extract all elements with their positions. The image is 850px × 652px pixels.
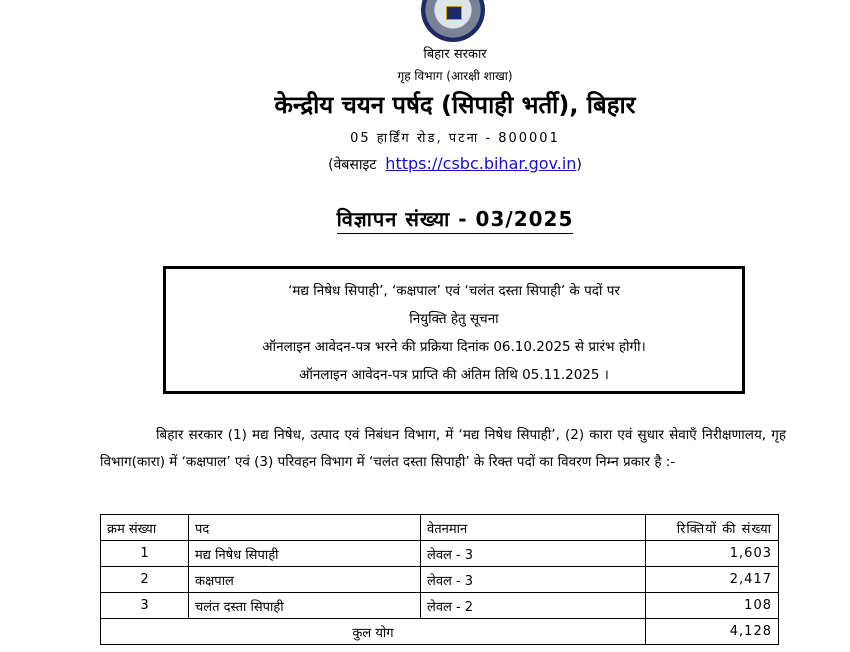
header-cell: पद (189, 515, 421, 541)
department-name: गृह विभाग (आरक्षी शाखा) (397, 69, 513, 83)
website-prefix: (वेबसाइट (328, 157, 377, 173)
vacancy-cell: 1,603 (646, 541, 779, 567)
vacancy-table (100, 514, 779, 645)
website-line (0, 154, 850, 174)
pay-level-cell: लेवल - 2 (421, 593, 646, 619)
table-row (101, 541, 779, 567)
serial-cell: 2 (101, 567, 189, 593)
table-row (101, 567, 779, 593)
emblem-shield-icon (446, 6, 462, 20)
notice-line: ऑनलाइन आवेदन-पत्र भरने की प्रक्रिया दिनांक 06.10.2025 से प्रारंभ होगी। (262, 339, 646, 355)
website-link[interactable]: https://csbc.bihar.gov.in (385, 154, 577, 173)
total-value: 4,128 (646, 619, 779, 645)
serial-cell: 1 (101, 541, 189, 567)
govt-name: बिहार सरकार (423, 47, 487, 62)
vacancy-cell: 2,417 (646, 567, 779, 593)
notice-line: ऑनलाइन आवेदन-पत्र प्राप्ति की अंतिम तिथि 05.11.2025 । (299, 367, 609, 383)
header-cell: वेतनमान (421, 515, 646, 541)
address: 05 हार्डिंग रोड, पटना - 800001 (350, 131, 560, 146)
table-header-row (101, 515, 779, 541)
post-cell: चलंत दस्ता सिपाही (189, 593, 421, 619)
pay-level-cell: लेवल - 3 (421, 567, 646, 593)
post-cell: मद्य निषेध सिपाही (189, 541, 421, 567)
header-cell: रिक्तियों की संख्या (646, 515, 779, 541)
pay-level-cell: लेवल - 3 (421, 541, 646, 567)
advert-number (0, 205, 850, 232)
serial-cell: 3 (101, 593, 189, 619)
advert-number-text: विज्ञापन संख्या - 03/2025 (337, 207, 574, 234)
notice-line: नियुक्ति हेतु सूचना (409, 311, 499, 327)
table-row (101, 593, 779, 619)
intro-paragraph: बिहार सरकार (1) मद्य निषेध, उत्पाद एवं निबंधन विभाग, में ‘मद्य निषेध सिपाही’, (2) कारा एवं सुधार सेवाएँ निरीक्षणालय, गृह विभाग(कारा) में ‘कक्षपाल’ एवं (3) परिवहन विभाग में ‘चलंत दस्ता सिपाही’ के रिक्त पदों का विवरण निम्न प्रकार है :- (100, 427, 786, 470)
website-suffix: ) (576, 157, 582, 173)
vacancy-cell: 108 (646, 593, 779, 619)
header-cell: क्रम संख्या (101, 515, 189, 541)
organization-title: केन्द्रीय चयन पर्षद (सिपाही भर्ती), बिहार (274, 91, 636, 119)
post-cell: कक्षपाल (189, 567, 421, 593)
notice-line: ‘मद्य निषेध सिपाही’, ‘कक्षपाल’ एवं ‘चलंत दस्ता सिपाही’ के पदों पर (288, 283, 620, 299)
board-logo (421, 0, 485, 42)
notice-box (163, 266, 745, 394)
table-total-row (101, 619, 779, 645)
total-label: कुल योग (101, 619, 646, 645)
